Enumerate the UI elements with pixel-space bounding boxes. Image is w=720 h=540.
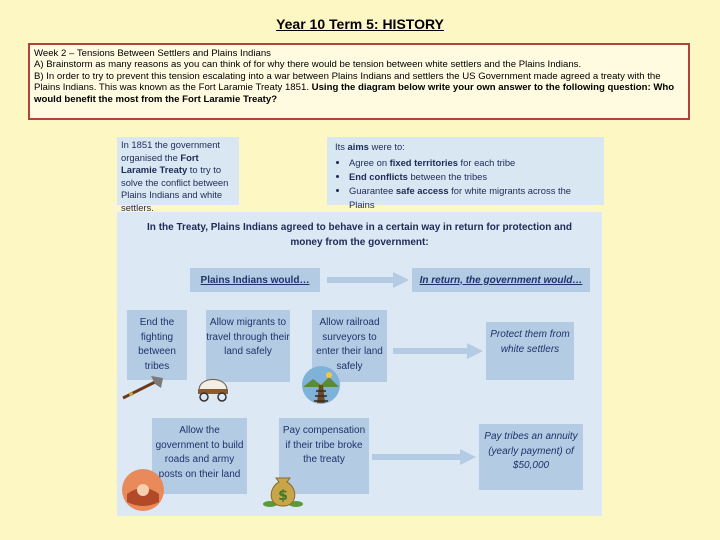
diagram-heading-line-2: money from the government:: [290, 237, 429, 248]
aim-text: Guarantee: [349, 185, 396, 196]
diagram-heading-line-1: In the Treaty, Plains Indians agreed to behave in a certain way in return for protection and: [147, 222, 572, 233]
aim-bold: safe access: [395, 185, 449, 196]
treaty-intro-panel: [117, 137, 239, 213]
aims-list: [335, 156, 596, 212]
aims-heading: [335, 140, 596, 154]
indians-action-card: Allow railroad surveyors to enter their land safely: [312, 310, 387, 382]
wagon-icon: [195, 372, 231, 402]
aim-text: for each tribe: [457, 157, 516, 168]
task-box: [28, 43, 690, 120]
page-title: Year 10 Term 5: HISTORY: [276, 16, 444, 32]
treaty-aims-panel: [327, 137, 604, 210]
aim-item: [349, 156, 596, 170]
indians-action-card: Allow the government to build roads and army posts on their land: [152, 418, 247, 494]
aim-item: [349, 184, 596, 212]
aim-bold: fixed territories: [389, 157, 458, 168]
intro-text-1: In 1851 the government organised the: [121, 139, 221, 163]
aim-text: Agree on: [349, 157, 390, 168]
fort-icon: [121, 468, 165, 512]
indians-action-card: Pay compensation if their tribe broke the treaty: [279, 418, 369, 494]
aim-bold: End conflicts: [349, 171, 408, 182]
railroad-icon: [301, 365, 341, 405]
aims-prefix: Its: [335, 141, 348, 152]
arrow-row2-right-icon: [372, 449, 476, 465]
intro-text-2: to try to solve the conflict between Plains Indians and white settlers.: [121, 164, 229, 213]
government-header: In return, the government would…: [412, 268, 590, 292]
aim-item: [349, 170, 596, 184]
treaty-diagram: [117, 212, 602, 516]
tomahawk-icon: [121, 374, 165, 400]
diagram-heading: [117, 220, 602, 250]
svg-text:$: $: [278, 488, 288, 504]
arrow-row1-right-icon: [393, 343, 483, 359]
indians-action-card: End the fighting between tribes: [127, 310, 187, 380]
indians-action-card: Allow migrants to travel through their land safely: [206, 310, 290, 382]
aim-text: between the tribes: [407, 171, 488, 182]
government-action-card: Pay tribes an annuity (yearly payment) of $50,000: [479, 424, 583, 490]
task-part-a: A) Brainstorm as many reasons as you can think of for why there would be tension between white settlers and the Plains Indians.: [34, 59, 582, 71]
aims-bold: aims: [347, 141, 369, 152]
government-action-card: Protect them from white settlers: [486, 322, 574, 380]
task-question: Using the diagram below write your own answer to the following question: Who would benefit the most from the Fort Laramie Treaty?: [34, 82, 675, 105]
aims-suffix: were to:: [368, 141, 405, 152]
intro-treaty-name: Fort Laramie Treaty: [121, 151, 199, 175]
task-part-b: [34, 71, 684, 105]
plains-indians-header: Plains Indians would…: [190, 268, 320, 292]
task-week-heading: Week 2 – Tensions Between Settlers and Plains Indians: [34, 48, 271, 59]
arrow-header-right-icon: [327, 272, 409, 288]
money-bag-icon: [262, 468, 304, 508]
aim-text: for white migrants across the Plains: [349, 185, 572, 210]
task-part-b-text: B) In order to try to prevent this tension escalating into a war between Plains Indians and settlers the US Government made agreed a treaty with the Plains Indians. This was known as the Fort Laramie Treaty 1851.: [34, 70, 661, 94]
